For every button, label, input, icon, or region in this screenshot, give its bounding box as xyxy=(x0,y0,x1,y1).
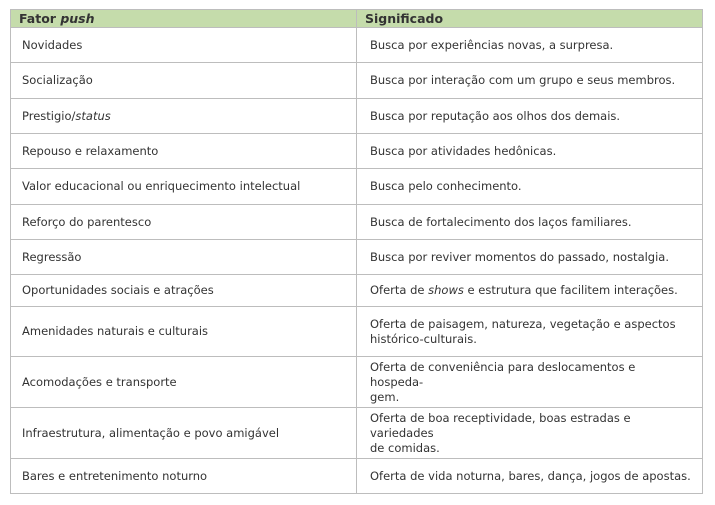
meaning-cell: Busca por reputação aos olhos dos demais. xyxy=(357,99,703,134)
table-row xyxy=(11,357,703,408)
factor-cell: Infraestrutura, alimentação e povo amigável xyxy=(11,408,357,459)
meaning-line: gem. xyxy=(370,389,400,404)
push-factors-table xyxy=(10,9,703,494)
meaning-line: Oferta de conveniência para deslocamentos e hospeda- xyxy=(370,359,636,389)
meaning-cell: Oferta de vida noturna, bares, dança, jogos de apostas. xyxy=(357,459,703,494)
factor-text: Prestigio/ xyxy=(22,108,76,123)
table-row xyxy=(11,307,703,357)
table-container xyxy=(10,9,703,494)
factor-cell: Novidades xyxy=(11,28,357,63)
meaning-cell: Busca de fortalecimento dos laços familiares. xyxy=(357,205,703,240)
factor-cell: Acomodações e transporte xyxy=(11,357,357,408)
meaning-emph: shows xyxy=(428,283,464,297)
table-row xyxy=(11,240,703,275)
factor-cell: Bares e entretenimento noturno xyxy=(11,459,357,494)
meaning-cell: Busca por experiências novas, a surpresa. xyxy=(357,28,703,63)
header-factor-text: Fator xyxy=(19,11,61,26)
factor-cell: Amenidades naturais e culturais xyxy=(11,307,357,357)
table-row xyxy=(11,134,703,169)
meaning-cell: Busca pelo conhecimento. xyxy=(357,169,703,205)
factor-cell: Socialização xyxy=(11,63,357,99)
meaning-cell xyxy=(357,357,703,408)
header-factor-emph: push xyxy=(60,11,95,26)
factor-cell xyxy=(11,99,357,134)
factor-cell: Valor educacional ou enriquecimento intelectual xyxy=(11,169,357,205)
meaning-text: Oferta de xyxy=(370,283,429,297)
table-row xyxy=(11,205,703,240)
factor-cell: Repouso e relaxamento xyxy=(11,134,357,169)
header-meaning: Significado xyxy=(357,10,703,28)
meaning-cell: Busca por atividades hedônicas. xyxy=(357,134,703,169)
meaning-cell: Busca por reviver momentos do passado, nostalgia. xyxy=(357,240,703,275)
meaning-line: Oferta de boa receptividade, boas estradas e variedades xyxy=(370,410,631,440)
meaning-line: de comidas. xyxy=(370,440,440,455)
meaning-cell xyxy=(357,275,703,307)
table-row xyxy=(11,28,703,63)
table-row xyxy=(11,63,703,99)
table-header-row xyxy=(11,10,703,28)
header-factor xyxy=(11,10,357,28)
meaning-line: histórico-culturais. xyxy=(370,331,477,346)
table-row xyxy=(11,275,703,307)
meaning-cell xyxy=(357,307,703,357)
meaning-text: e estrutura que facilitem interações. xyxy=(463,283,678,297)
table-row xyxy=(11,99,703,134)
factor-cell: Oportunidades sociais e atrações xyxy=(11,275,357,307)
meaning-line: Oferta de paisagem, natureza, vegetação e aspectos xyxy=(370,316,676,331)
factor-emph: status xyxy=(75,108,111,123)
table-row xyxy=(11,459,703,494)
factor-cell: Regressão xyxy=(11,240,357,275)
meaning-cell xyxy=(357,408,703,459)
table-row xyxy=(11,408,703,459)
table-row xyxy=(11,169,703,205)
meaning-cell: Busca por interação com um grupo e seus membros. xyxy=(357,63,703,99)
factor-cell: Reforço do parentesco xyxy=(11,205,357,240)
